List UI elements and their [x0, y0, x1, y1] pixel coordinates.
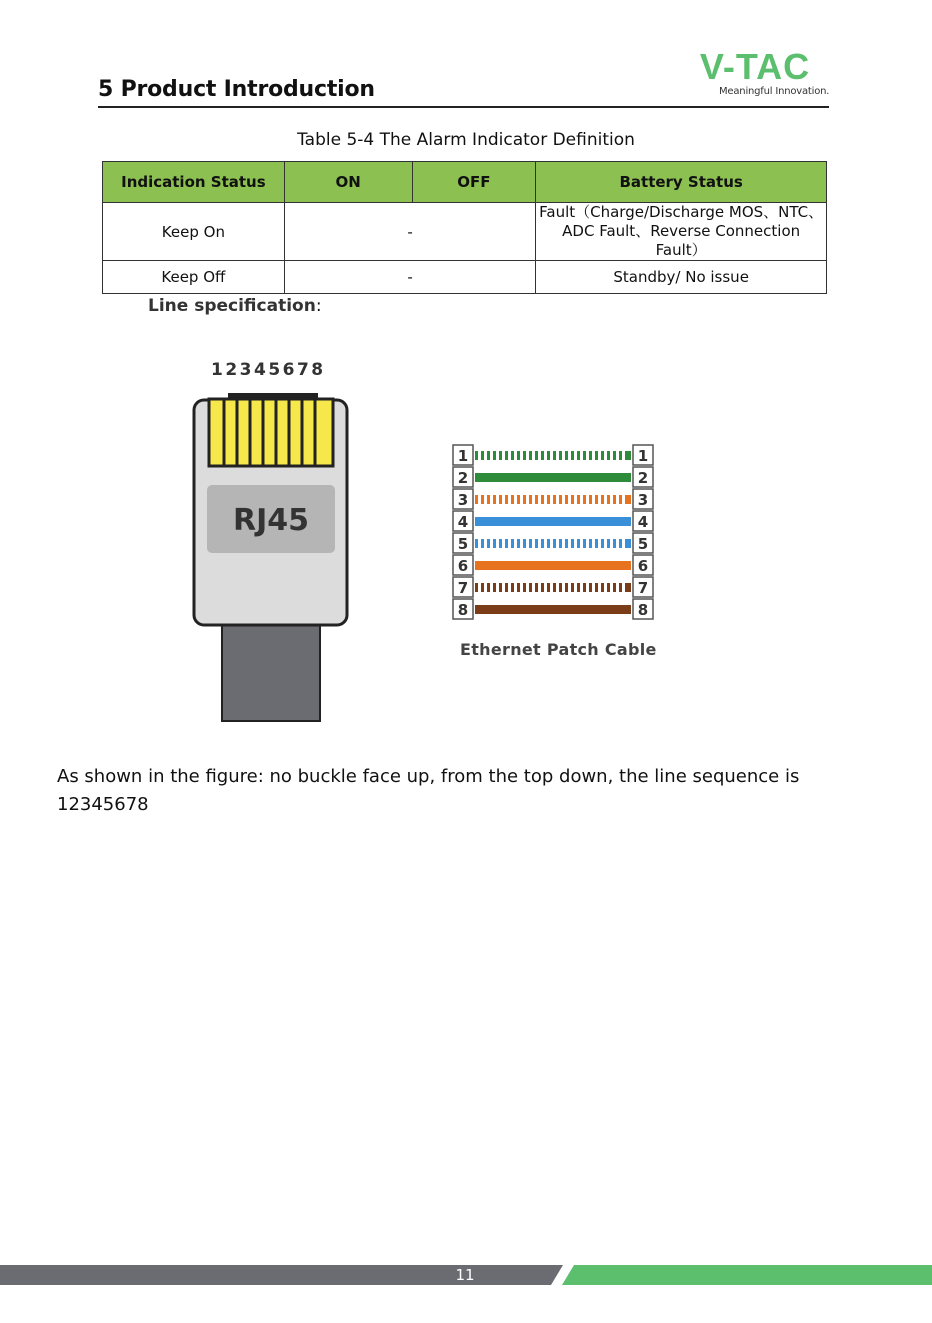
- wire-stripe: [610, 539, 613, 548]
- wire-stripe: [538, 451, 541, 460]
- wire-stripe: [598, 583, 601, 592]
- wire-stripe: [586, 495, 589, 504]
- rj45-label: RJ45: [232, 503, 310, 538]
- wire-stripe: [490, 583, 493, 592]
- wire-number-left: 8: [457, 601, 469, 619]
- wire-stripe: [508, 583, 511, 592]
- table-row: [103, 261, 827, 294]
- wire-stripe: [478, 451, 481, 460]
- wire-number-left: 6: [457, 557, 469, 575]
- wire-stripe: [514, 451, 517, 460]
- svg-text:V-TAC: V-TAC: [699, 48, 811, 87]
- wire-4: [475, 517, 631, 526]
- wire-stripe: [580, 495, 583, 504]
- wire-stripe: [544, 539, 547, 548]
- wire-stripe: [514, 495, 517, 504]
- wire-stripe: [520, 583, 523, 592]
- wire-stripe: [514, 539, 517, 548]
- wire-stripe: [502, 583, 505, 592]
- wire-stripe: [532, 583, 535, 592]
- wire-number-left: 1: [457, 447, 469, 465]
- page-number: 11: [455, 1266, 475, 1284]
- wire-stripe: [616, 451, 619, 460]
- wire-stripe: [604, 451, 607, 460]
- wire-stripe: [574, 539, 577, 548]
- wire-stripe: [622, 583, 625, 592]
- wire-stripe: [598, 495, 601, 504]
- wire-number-right: 1: [637, 447, 649, 465]
- wire-stripe: [568, 451, 571, 460]
- wire-stripe: [550, 583, 553, 592]
- wire-stripe: [538, 539, 541, 548]
- wire-stripe: [604, 495, 607, 504]
- wire-stripe: [556, 495, 559, 504]
- wire-stripe: [478, 539, 481, 548]
- wire-stripe: [616, 583, 619, 592]
- wire-stripe: [526, 583, 529, 592]
- cable-caption: Ethernet Patch Cable: [460, 640, 657, 659]
- wire-number-right: 8: [637, 601, 649, 619]
- wire-stripe: [562, 583, 565, 592]
- wire-stripe: [526, 495, 529, 504]
- wire-stripe: [616, 495, 619, 504]
- wire-stripe: [550, 539, 553, 548]
- wire-stripe: [592, 495, 595, 504]
- wire-stripe: [598, 539, 601, 548]
- column-header-battery-status: Battery Status: [536, 162, 827, 203]
- table-row: [103, 203, 827, 261]
- wire-stripe: [502, 451, 505, 460]
- wire-number-left: 4: [457, 513, 469, 531]
- indication-cell: Keep On: [103, 203, 285, 261]
- wire-stripe: [556, 539, 559, 548]
- wire-stripe: [562, 539, 565, 548]
- wire-stripe: [520, 451, 523, 460]
- battery-status-line: ADC Fault、Reverse Connection Fault）: [562, 222, 801, 259]
- battery-status-line: Fault（Charge/Discharge MOS、NTC、: [539, 203, 824, 221]
- wire-stripe: [562, 451, 565, 460]
- wire-stripe: [604, 583, 607, 592]
- wire-stripe: [586, 451, 589, 460]
- column-header-off: OFF: [412, 162, 536, 203]
- wire-stripe: [568, 539, 571, 548]
- wire-number-left: 2: [457, 469, 469, 487]
- wire-stripe: [490, 451, 493, 460]
- wire-stripe: [550, 495, 553, 504]
- wire-stripe: [520, 539, 523, 548]
- wire-stripe: [604, 539, 607, 548]
- wire-stripe: [478, 495, 481, 504]
- section-title: 5 Product Introduction: [98, 77, 375, 102]
- wire-stripe: [538, 583, 541, 592]
- wire-stripe: [496, 495, 499, 504]
- wire-stripe: [610, 583, 613, 592]
- wire-stripe: [532, 495, 535, 504]
- wire-stripe: [508, 539, 511, 548]
- wire-6: [475, 561, 631, 570]
- wire-stripe: [622, 451, 625, 460]
- wire-number-right: 3: [637, 491, 649, 509]
- header-rule: [98, 106, 829, 108]
- battery-status-cell: Standby/ No issue: [536, 261, 827, 294]
- wire-number-right: 7: [637, 579, 649, 597]
- wire-number-right: 5: [637, 535, 649, 553]
- wire-number-left: 7: [457, 579, 469, 597]
- wire-2: [475, 473, 631, 482]
- wire-stripe: [496, 539, 499, 548]
- wire-stripe: [610, 495, 613, 504]
- wire-stripe: [508, 495, 511, 504]
- pin-numbers: 12345678: [211, 360, 326, 380]
- wire-number-right: 4: [637, 513, 649, 531]
- wire-stripe: [484, 539, 487, 548]
- wire-stripe: [496, 583, 499, 592]
- indication-cell: Keep Off: [103, 261, 285, 294]
- wire-stripe: [574, 583, 577, 592]
- logo-tagline: Meaningful Innovation.: [719, 86, 830, 97]
- wire-stripe: [616, 539, 619, 548]
- wire-stripe: [484, 451, 487, 460]
- line-specification-heading: [148, 296, 322, 316]
- rj45-connector-icon: [185, 385, 360, 725]
- wire-stripe: [568, 495, 571, 504]
- wire-stripe: [574, 495, 577, 504]
- line-spec-colon: :: [315, 296, 322, 316]
- wire-stripe: [544, 451, 547, 460]
- wire-stripe: [574, 451, 577, 460]
- wire-stripe: [622, 495, 625, 504]
- ethernet-patch-cable-diagram: [448, 440, 660, 625]
- line-spec-label: Line specification: [148, 296, 316, 316]
- wire-stripe: [568, 583, 571, 592]
- wire-stripe: [592, 583, 595, 592]
- wire-stripe: [622, 539, 625, 548]
- wire-stripe: [532, 539, 535, 548]
- wire-stripe: [520, 495, 523, 504]
- wire-8: [475, 605, 631, 614]
- wire-stripe: [556, 451, 559, 460]
- wire-stripe: [490, 539, 493, 548]
- wire-stripe: [532, 451, 535, 460]
- alarm-indicator-table: [102, 161, 827, 294]
- wire-stripe: [562, 495, 565, 504]
- wire-stripe: [544, 583, 547, 592]
- column-header-on: ON: [284, 162, 412, 203]
- wire-stripe: [508, 451, 511, 460]
- wire-number-left: 5: [457, 535, 469, 553]
- wire-stripe: [586, 539, 589, 548]
- table-caption: Table 5-4 The Alarm Indicator Definition: [297, 130, 635, 150]
- wire-stripe: [592, 451, 595, 460]
- wire-stripe: [514, 583, 517, 592]
- wire-stripe: [526, 539, 529, 548]
- body-paragraph: As shown in the figure: no buckle face up, from the top down, the line sequence is 12345678: [57, 766, 800, 815]
- wire-stripe: [484, 495, 487, 504]
- wire-stripe: [490, 495, 493, 504]
- column-header-indication-status: Indication Status: [103, 162, 285, 203]
- wire-stripe: [526, 451, 529, 460]
- wire-stripe: [556, 583, 559, 592]
- on-off-cell: -: [284, 203, 536, 261]
- wire-number-right: 6: [637, 557, 649, 575]
- wire-stripe: [598, 451, 601, 460]
- wire-stripe: [592, 539, 595, 548]
- wire-stripe: [550, 451, 553, 460]
- wire-stripe: [580, 583, 583, 592]
- wire-number-right: 2: [637, 469, 649, 487]
- wire-stripe: [580, 539, 583, 548]
- wire-stripe: [580, 451, 583, 460]
- wire-stripe: [538, 495, 541, 504]
- wire-stripe: [544, 495, 547, 504]
- battery-status-cell: [536, 203, 827, 261]
- wire-stripe: [502, 495, 505, 504]
- wire-stripe: [478, 583, 481, 592]
- wire-stripe: [502, 539, 505, 548]
- on-off-cell: -: [284, 261, 536, 294]
- wire-stripe: [484, 583, 487, 592]
- wire-stripe: [610, 451, 613, 460]
- wire-stripe: [586, 583, 589, 592]
- wire-number-left: 3: [457, 491, 469, 509]
- wire-stripe: [496, 451, 499, 460]
